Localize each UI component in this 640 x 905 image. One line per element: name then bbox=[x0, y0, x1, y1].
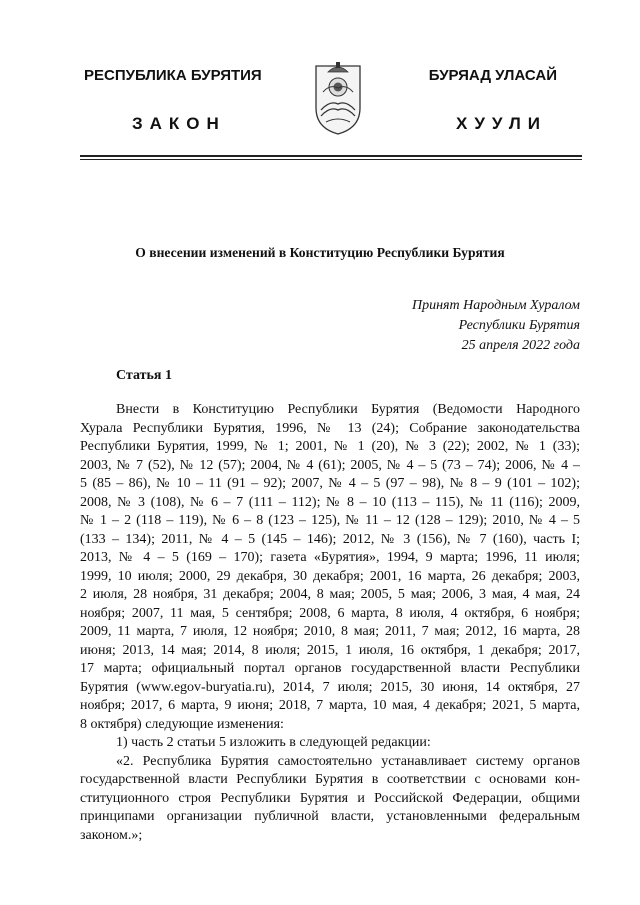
body-line: ноября; 2017, 6 марта, 9 июня; 2018, 7 марта, 10 мая, 4 декабря; 2021, 5 марта, bbox=[80, 698, 580, 713]
body-line: № 1 – 2 (118 – 119), № 6 – 8 (123 – 125), № 11 – 12 (128 – 129); 2010, № 4 – 5 bbox=[80, 513, 580, 528]
adoption-line: Республики Бурятия bbox=[458, 318, 580, 333]
republic-name-russian: РЕСПУБЛИКА БУРЯТИЯ bbox=[84, 67, 262, 84]
article-body bbox=[80, 401, 580, 845]
body-line: ституционного строя Республики Бурятия и Российской Федерации, общими bbox=[80, 790, 580, 806]
law-title: О внесении изменений в Конституцию Республики Бурятия bbox=[135, 245, 505, 260]
body-line: 2003, № 7 (52), № 12 (57); 2004, № 4 (61); 2005, № 4 – 5 (73 – 74); 2006, № 4 – bbox=[80, 457, 580, 473]
body-line: (133 – 134); 2011, № 4 – 5 (145 – 146); 2012, № 3 (156), № 7 (160), часть I; bbox=[80, 531, 580, 547]
body-line: 2008, № 3 (108), № 6 – 7 (111 – 112); № 8 – 10 (113 – 115), № 11 (116); 2009, bbox=[80, 494, 580, 510]
body-line: 5 (85 – 86), № 10 – 11 (91 – 92); 2007, № 4 – 5 (97 – 98), № 8 – 9 (101 – 102); bbox=[80, 476, 580, 491]
header-divider-thin bbox=[80, 159, 582, 160]
body-line: 1) часть 2 статьи 5 изложить в следующей редакции: bbox=[116, 735, 431, 750]
buryatia-coat-of-arms-icon bbox=[314, 58, 362, 136]
adoption-note bbox=[412, 296, 580, 356]
article-title: Статья 1 bbox=[116, 368, 172, 383]
body-line: 2 июля, 28 ноября, 31 декабря; 2004, 8 мая; 2005, 5 мая; 2006, 3 мая, 4 мая, 24 bbox=[80, 587, 580, 602]
header-divider-thick bbox=[80, 155, 582, 157]
body-line: «2. Республика Бурятия самостоятельно устанавливает систему органов bbox=[116, 753, 580, 769]
body-line: 8 октября) следующие изменения: bbox=[80, 716, 284, 732]
law-heading-russian: ЗАКОН bbox=[132, 114, 226, 133]
adoption-line: Принят Народным Хуралом bbox=[411, 298, 580, 313]
body-line: принципами организации публичной власти, установленными федеральным bbox=[80, 809, 580, 824]
body-line: 2009, 11 марта, 7 июля, 12 ноября; 2010, 8 мая; 2011, 7 мая; 2012, 16 марта, 28 bbox=[80, 624, 580, 639]
body-line: государственной власти Республики Бурятия в соответствии с основами кон- bbox=[80, 772, 580, 787]
body-line: Внести в Конституцию Республики Бурятия (Ведомости Народного bbox=[116, 402, 580, 417]
body-line: ноября; 2007, 11 мая, 5 сентября; 2008, 6 марта, 8 июля, 4 октября, 6 ноября; bbox=[80, 605, 580, 621]
body-line: 2013, № 4 – 5 (169 – 170); газета «Бурятия», 1994, 9 марта; 1996, 11 июля; bbox=[80, 550, 580, 565]
body-line: Хурала Республики Бурятия, 1996, № 13 (24); Собрание законодательства bbox=[80, 420, 580, 436]
body-line: Республики Бурятия, 1999, № 1; 2001, № 1 (20), № 3 (22); 2002, № 1 (33); bbox=[80, 439, 580, 454]
republic-name-buryat: БУРЯАД УЛАСАЙ bbox=[428, 67, 557, 84]
body-line: 1999, 10 июля; 2000, 29 декабря, 30 декабря; 2001, 16 марта, 26 декабря; 2003, bbox=[80, 568, 580, 584]
body-line: июня; 2013, 14 мая; 2014, 8 июля; 2015, 1 июля, 16 октября, 1 декабря; 2017, bbox=[80, 642, 580, 658]
body-line: законом.»; bbox=[80, 827, 143, 843]
law-heading-buryat: ХУУЛИ bbox=[456, 114, 547, 133]
adoption-date: 25 апреля 2022 года bbox=[461, 338, 580, 353]
body-line: 17 марта; официальный портал органов государственной власти Республики bbox=[80, 661, 580, 676]
body-line: Бурятия (www.egov-buryatia.ru), 2014, 7 июля; 2015, 30 июня, 14 октября, 27 bbox=[80, 679, 580, 695]
